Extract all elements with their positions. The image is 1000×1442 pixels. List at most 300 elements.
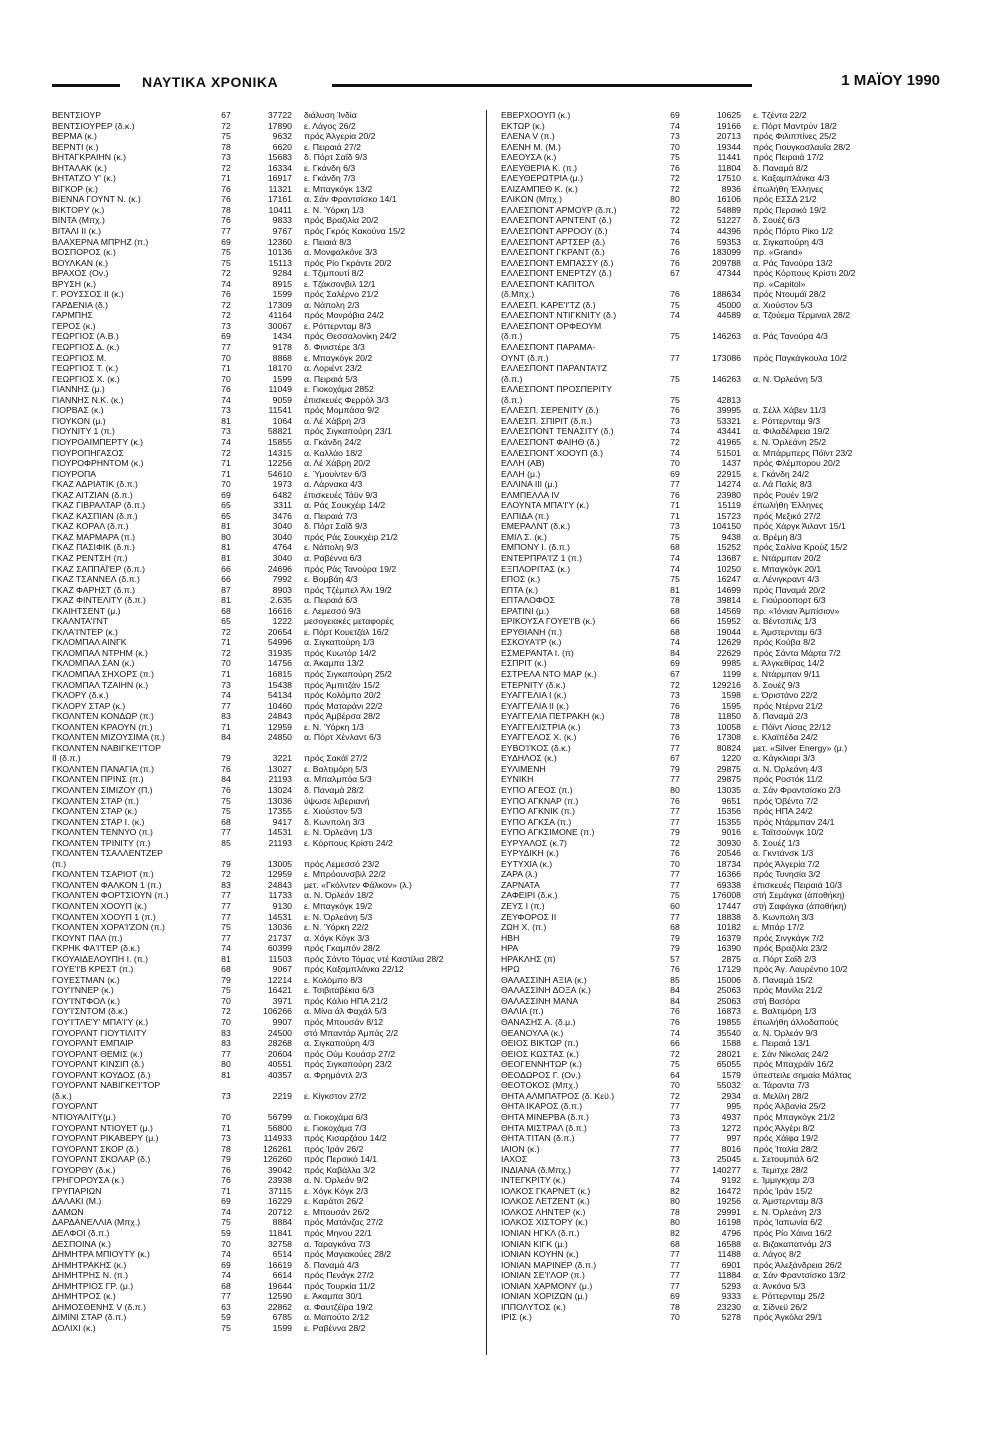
ship-name: ΓΚΑΖ ΤΣΑΝΝΕΛ (δ.π.) <box>52 574 140 585</box>
ship-tonnage: 1437 <box>721 458 741 469</box>
ship-tonnage: 22862 <box>267 1301 292 1312</box>
ship-tonnage: 43441 <box>716 426 741 437</box>
ship-row <box>501 912 941 923</box>
ship-status: ε. Βαλτιμόρη 5/3 <box>304 763 368 774</box>
ship-tonnage: 1220 <box>721 753 741 764</box>
ship-row <box>501 363 941 374</box>
ship-status: α. Λένιγκραντ 4/3 <box>753 574 820 585</box>
ship-row <box>501 627 941 638</box>
ship-status: ε. Ρόττερνταμ 25/2 <box>753 1291 825 1302</box>
ship-built-year: 69 <box>221 331 231 342</box>
ship-status: πρός Ίράν 26/2 <box>304 1143 364 1154</box>
ship-built-year: 65 <box>221 616 231 627</box>
ship-row <box>52 374 472 385</box>
ship-name: ΓΟΥΟΡΛΝΤ ΓΙΟΥΤΙΛΙΤΥ <box>52 1027 147 1038</box>
ship-built-year: 74 <box>670 563 680 574</box>
ship-status: πρός Ματαράνι 22/2 <box>304 700 383 711</box>
ship-tonnage: 29875 <box>716 763 741 774</box>
ship-row <box>501 574 941 585</box>
ship-built-year: 65 <box>221 510 231 521</box>
ship-status: πρός Κισαρζάου 14/2 <box>304 1133 387 1144</box>
ship-name: ΒΕΝΤΣΙΟΥΡΕΡ (δ.κ.) <box>52 120 135 131</box>
ship-status: δ. Πόρτ Σαΐδ 9/3 <box>304 152 368 163</box>
ship-row <box>501 1302 941 1313</box>
ship-built-year: 77 <box>670 1164 680 1175</box>
ship-tonnage: 188634 <box>712 289 741 300</box>
ship-row <box>52 405 472 416</box>
ship-name: ΔΕΛΦΟΙ (δ.π.) <box>52 1227 110 1238</box>
ship-status: έπωλήθη Έλληνες <box>753 500 824 511</box>
ship-row <box>52 817 472 828</box>
ship-row <box>501 268 941 279</box>
ship-tonnage: 17447 <box>716 901 741 912</box>
ship-status: α. Λέ Χάβρη 20/2 <box>304 458 371 469</box>
ship-built-year: 71 <box>670 500 680 511</box>
ship-built-year: 67 <box>670 268 680 279</box>
ship-name: ΕΛΛΗ (μ.) <box>501 468 541 479</box>
ship-row <box>52 722 472 733</box>
ship-row <box>501 722 941 733</box>
ship-status: πρός Κολόμπο 20/2 <box>304 690 381 701</box>
ship-tonnage: 209788 <box>712 257 741 268</box>
ship-name: ΘΕΙΟΣ ΒΙΚΤΩΡ (π.) <box>501 1038 579 1049</box>
ship-row <box>52 479 472 490</box>
ship-name: ΕΛΛΕΣΠΟΝΤ ΤΕΝΑΣΙΤΥ (δ.) <box>501 426 614 437</box>
ship-status: α. Ν. Όρλεάνη 5/3 <box>753 373 823 384</box>
ship-name: ΒΗΤΑΓΚΡΑΙΗΝ (κ.) <box>52 152 126 163</box>
ship-name: ΗΒΗ <box>501 932 520 943</box>
ship-tonnage: 17161 <box>267 194 292 205</box>
ship-tonnage: 10058 <box>716 721 741 732</box>
ship-row <box>501 416 941 427</box>
ship-name: ΙΙ (δ.π.) <box>52 753 81 764</box>
ship-row <box>52 1165 472 1176</box>
ship-built-year: 78 <box>221 204 231 215</box>
ship-tonnage: 106266 <box>263 1006 292 1017</box>
ship-tonnage: 20546 <box>716 848 741 859</box>
ship-name: ΒΙΓΚΟΡ (κ.) <box>52 183 98 194</box>
ship-name: ΓΟΥΟΡΛΝΤ ΝΑΒΙΓΚΕ'Ι'ΤΟΡ <box>52 1080 161 1091</box>
ship-name: ΔΗΜΗΤΡΑ ΜΠΙΟΥΤΥ (κ.) <box>52 1249 150 1260</box>
ship-built-year: 72 <box>670 1090 680 1101</box>
ship-tonnage: 15119 <box>717 500 741 511</box>
ship-row <box>501 743 941 754</box>
ship-row <box>501 194 941 205</box>
ship-built-year: 80 <box>670 1217 680 1228</box>
ship-status: α. Ν. Όρλεάν 18/2 <box>304 890 374 901</box>
ship-tonnage: 30930 <box>716 837 741 848</box>
ship-row <box>501 658 941 669</box>
ship-tonnage: 8936 <box>721 183 741 194</box>
ship-row <box>52 300 472 311</box>
ship-tonnage: 21193 <box>268 774 292 785</box>
ship-row <box>501 511 941 522</box>
ship-tonnage: 2.635 <box>270 595 292 606</box>
ship-status: α. Μελίλη 28/2 <box>753 1090 809 1101</box>
ship-row <box>52 353 472 364</box>
ship-tonnage: 23938 <box>267 1175 292 1186</box>
ship-built-year: 74 <box>670 226 680 237</box>
ship-status: ε. Τσιβιταβέκια 6/3 <box>304 985 375 996</box>
ship-tonnage: 11541 <box>268 405 292 416</box>
ship-tonnage: 16619 <box>267 1259 292 1270</box>
ship-name: ΙΟΝΙΑΝ ΗΓΚΛ (δ.π.) <box>501 1227 580 1238</box>
ship-name: ΓΚΟΛΝΤΕΝ ΧΟΟΥΠ (κ.) <box>52 901 147 912</box>
ship-status: πρός Καβάλλα 3/2 <box>304 1164 376 1175</box>
ship-row <box>52 215 472 226</box>
ship-row <box>501 1312 941 1323</box>
ship-built-year: 83 <box>221 711 231 722</box>
ship-status: δ. Σουέζ 1/3 <box>753 837 800 848</box>
ship-name: ΕΛΛΕΣΠΟΝΤ ΓΚΡΑΝΤ (δ.) <box>501 247 605 258</box>
ship-status: έπισκευές Τάϋν 9/3 <box>304 489 378 500</box>
ship-tonnage: 54610 <box>267 468 292 479</box>
ship-built-year: 74 <box>670 1175 680 1186</box>
ship-name: ΓΑΡΜΠΗΣ <box>52 310 93 321</box>
ship-status: δ. Παναμά 15/2 <box>753 974 813 985</box>
ship-status: πρός Μαγιακούες 28/2 <box>304 1249 392 1260</box>
ship-row <box>501 564 941 575</box>
ship-built-year: 78 <box>670 711 680 722</box>
ship-row <box>52 226 472 237</box>
ship-status: α. Άνκόνα 5/3 <box>753 1280 806 1291</box>
ship-status: πρός Άλγερία 20/2 <box>304 131 376 142</box>
ship-tonnage: 1272 <box>721 1122 741 1133</box>
ship-tonnage: 1434 <box>272 331 292 342</box>
ship-built-year: 77 <box>221 226 231 237</box>
ship-tonnage: 15252 <box>716 542 741 553</box>
ship-built-year: 81 <box>221 552 231 563</box>
ship-status: έπισκευές Πειραιά 10/3 <box>753 879 842 890</box>
ship-row <box>52 279 472 290</box>
ship-built-year: 79 <box>670 763 680 774</box>
ship-tonnage: 183099 <box>712 247 741 258</box>
ship-name: ΕΣΠΡΙΤ (κ.) <box>501 658 547 669</box>
ship-row <box>501 1196 941 1207</box>
ship-status: ε. Γκάνδη 24/2 <box>753 468 810 479</box>
ship-built-year: 75 <box>221 795 231 806</box>
ship-built-year: 76 <box>670 1006 680 1017</box>
ship-status: πρός Σάντο Τόμας ντέ Καστίλια 28/2 <box>304 953 444 964</box>
ship-row <box>501 1249 941 1260</box>
ship-row <box>52 1059 472 1070</box>
ship-row <box>501 985 941 996</box>
ship-row <box>52 848 472 859</box>
ship-status: πρός Μανίλα 21/2 <box>753 985 823 996</box>
ship-row <box>501 395 941 406</box>
ship-status: στή Βασόρα <box>753 995 801 1006</box>
ship-name: ΕΛΕΥΘΕΡΙΑ Κ. (π.) <box>501 162 578 173</box>
ship-status: ε. Μπουσάν 26/2 <box>304 1206 370 1217</box>
ship-row <box>501 1091 941 1102</box>
ship-name: ΘΗΤΑ ΤΙΤΑΝ (δ.π.) <box>501 1133 575 1144</box>
ship-row <box>52 574 472 585</box>
ship-row <box>52 342 472 353</box>
ship-tonnage: 9192 <box>721 1175 741 1186</box>
ship-row <box>52 321 472 332</box>
ship-built-year: 75 <box>670 531 680 542</box>
ship-status: α. Λέ Χάβρη 2/3 <box>304 415 366 426</box>
ship-name: ΓΙΑΝΝΗΣ Ν.Κ. (κ.) <box>52 394 124 405</box>
ship-status: δ. Σουέζ 6/3 <box>753 215 800 226</box>
ship-tonnage: 59353 <box>716 236 741 247</box>
ship-built-year: 70 <box>221 479 231 490</box>
ship-tonnage: 10460 <box>267 700 292 711</box>
ship-built-year: 72 <box>221 647 231 658</box>
ship-tonnage: 2875 <box>721 953 741 964</box>
ship-built-year: 74 <box>221 436 231 447</box>
ship-name: ΓΚΑΖ ΓΙΒΡΑΛΤΑΡ (δ.π.) <box>52 500 146 511</box>
ship-name: ΓΚΛΟΜΠΑΛ ΣΑΝ (κ.) <box>52 658 135 669</box>
ship-built-year: 72 <box>221 626 231 637</box>
ship-status: πρός Άλβανία 25/2 <box>753 1101 826 1112</box>
ship-status: α. Ραβέννα 6/3 <box>304 552 362 563</box>
ship-tonnage: 5293 <box>721 1280 741 1291</box>
ship-built-year: 80 <box>670 1196 680 1207</box>
ship-built-year: 74 <box>221 690 231 701</box>
ship-built-year: 71 <box>221 468 231 479</box>
ship-row <box>52 1006 472 1017</box>
ship-row <box>501 1217 941 1228</box>
ship-tonnage: 10136 <box>267 247 292 258</box>
ship-tonnage: 23980 <box>716 489 741 500</box>
ship-status: ε. Γκάνδη 7/3 <box>304 173 356 184</box>
ship-row <box>501 521 941 532</box>
ship-built-year: 81 <box>221 1069 231 1080</box>
ship-tonnage: 28268 <box>267 1038 292 1049</box>
ship-tonnage: 12629 <box>716 637 741 648</box>
ship-built-year: 84 <box>221 732 231 743</box>
ship-tonnage: 55032 <box>716 1080 741 1091</box>
ship-tonnage: 6620 <box>272 141 292 152</box>
ship-name: ΕΞΠΛΟΡΙΤΑΣ (κ.) <box>501 563 571 574</box>
ship-built-year: 67 <box>670 668 680 679</box>
ship-tonnage: 31935 <box>267 647 292 658</box>
ship-row <box>501 215 941 226</box>
ship-name: ΕΠΤΑΛΟΦΟΣ <box>501 595 555 606</box>
ship-row <box>52 237 472 248</box>
ship-built-year: 73 <box>221 1090 231 1101</box>
ship-row <box>52 753 472 764</box>
ship-built-year: 72 <box>670 837 680 848</box>
ship-status: α. Ν. Όρλεάν 9/2 <box>304 1175 369 1186</box>
ship-name: ΕΥΠΟ ΑΓΕΟΣ (π.) <box>501 785 573 795</box>
ship-built-year: 66 <box>670 616 680 627</box>
ship-built-year: 77 <box>221 890 231 901</box>
ship-tonnage: 7992 <box>272 574 292 585</box>
ship-tonnage: 15356 <box>716 806 741 817</box>
ship-name: ΗΡΩ <box>501 964 520 975</box>
ship-tonnage: 6901 <box>721 1259 741 1270</box>
ship-status: δ. Φινιστέρε 3/3 <box>304 342 365 353</box>
ship-tonnage: 4764 <box>272 542 292 553</box>
ship-name: ΕΡΙΚΟΥΣΑ ΓΟΥΕ'Ι'Β (κ.) <box>501 616 596 627</box>
ship-status: α. Μίνα άλ Φαχάλ 5/3 <box>304 1006 387 1017</box>
ship-tonnage: 58821 <box>267 426 292 437</box>
ship-built-year: 71 <box>221 668 231 679</box>
ship-status: έπωλήθη άλλοδαπούς <box>753 1017 839 1028</box>
ship-status: α. Άμστερνταμ 8/3 <box>753 1196 823 1207</box>
ship-tonnage: 65055 <box>716 1059 741 1070</box>
ship-status: ε. Τεμιτχε 28/2 <box>753 1164 808 1175</box>
ship-built-year: 81 <box>670 584 680 595</box>
ship-row <box>501 184 941 195</box>
ship-row <box>52 1123 472 1134</box>
ship-row <box>52 1270 472 1281</box>
ship-built-year: 75 <box>221 922 231 933</box>
ship-status: πρός Πενάγκ 27/2 <box>304 1270 374 1281</box>
ship-status: ε. Ρόττερνταμ 8/3 <box>304 320 372 331</box>
ship-row <box>52 1154 472 1165</box>
ship-status: πρός Φιλιππίνες 25/2 <box>753 131 837 142</box>
ship-status: α. Ταραγκόνα 7/3 <box>304 1238 371 1249</box>
ship-built-year: 74 <box>670 120 680 131</box>
ship-row <box>52 532 472 543</box>
ship-name: ΕΛΛΕΣΠΟΝΤ ΠΑΡΑΝΤΑ'Ι'Ζ <box>501 363 608 374</box>
ship-built-year: 76 <box>221 289 231 300</box>
ship-name: ΓΟΥΕ'Ι'Β ΚΡΕΣΤ (π.) <box>52 964 134 975</box>
ship-row <box>501 490 941 501</box>
ship-name: ΗΡΑ <box>501 943 519 954</box>
ship-built-year: 80 <box>670 785 680 795</box>
ship-built-year: 70 <box>221 1017 231 1028</box>
ship-name: ΓΚΟΛΝΤΕΝ ΚΡΑΟΥΝ (π.) <box>52 721 153 732</box>
ship-row <box>501 1101 941 1112</box>
ship-status: διάλυση Ίνδία <box>304 110 357 120</box>
ship-row <box>501 764 941 775</box>
ship-row <box>52 585 472 596</box>
ship-tonnage: 14569 <box>716 605 741 616</box>
ship-row <box>501 458 941 469</box>
ship-row <box>52 711 472 722</box>
ship-list-right-column <box>501 110 941 1323</box>
ship-built-year: 68 <box>670 626 680 637</box>
ship-tonnage: 15683 <box>267 152 292 163</box>
ship-built-year: 74 <box>670 426 680 437</box>
ship-row <box>501 1291 941 1302</box>
ship-status: α. Φαυτζέϊρα 19/2 <box>304 1301 373 1312</box>
ship-name: ΔΗΜΗΤΡΟΣ (κ.) <box>52 1291 116 1302</box>
ship-tonnage: 80824 <box>716 742 741 753</box>
ship-built-year: 75 <box>670 890 680 901</box>
ship-name: ΝΤΙΟΥΑΛΙΤΥ(μ.) <box>52 1111 116 1122</box>
ship-row <box>52 121 472 132</box>
ship-row <box>501 1281 941 1292</box>
ship-name: ΒΗΤΑΛΑΚ (κ.) <box>52 162 107 173</box>
ship-row <box>52 384 472 395</box>
ship-status: ε. Μπρόουνσβιλ 22/2 <box>304 869 386 880</box>
ship-name: ΕΛΛΕΣΠΟΝΤ ΝΤΙΓΚΝΙΤΥ (δ.) <box>501 310 617 321</box>
ship-built-year: 73 <box>670 131 680 142</box>
ship-status: πρός Άλγερία 7/2 <box>753 858 820 869</box>
ship-name: ΓΚΟΛΝΤΕΝ ΤΣΑΛΛΕΝΤΖΕΡ <box>52 848 163 859</box>
ship-built-year: 72 <box>670 173 680 184</box>
ship-row <box>501 448 941 459</box>
ship-name: ΙΟΛΚΟΣ ΓΚΑΡΝΕΤ (κ.) <box>501 1185 591 1196</box>
ship-built-year: 74 <box>221 943 231 954</box>
ship-status: δ. Πόρτ Σαΐδ 9/3 <box>304 521 368 532</box>
ship-name: ΒΙΤΑΛΙ ΙΙ (κ.) <box>52 226 102 237</box>
ship-built-year: 77 <box>670 806 680 817</box>
ship-name: ΒΡΑΧΟΣ (Ον.) <box>52 268 109 279</box>
ship-tonnage: 41164 <box>268 310 292 321</box>
ship-built-year: 78 <box>670 1206 680 1217</box>
ship-tonnage: 54134 <box>267 690 292 701</box>
ship-status: πρός Τζέμπελ Άλι 19/2 <box>304 584 392 595</box>
ship-tonnage: 18170 <box>267 363 292 374</box>
ship-row <box>52 1281 472 1292</box>
ship-name: ΔΙΜΙΝΙ ΣΤΑΡ (δ.π.) <box>52 1312 127 1323</box>
ship-name: ΘΑΝΑΣΗΣ Α. (δ.μ.) <box>501 1017 576 1028</box>
ship-name: ΒΙΚΤΟΡΥ (κ.) <box>52 204 105 215</box>
ship-row <box>52 142 472 153</box>
ship-row <box>52 975 472 986</box>
ship-tonnage: 16815 <box>267 668 292 679</box>
ship-name: ΕΜΕΡΑΛΝΤ (δ.κ.) <box>501 521 571 532</box>
ship-status: πρός Άμπιτζάν 15/2 <box>304 679 380 690</box>
ship-tonnage: 13024 <box>267 785 292 795</box>
ship-name: ΓΚΑΖ ΚΟΡΑΛ (δ.π.) <box>52 521 129 532</box>
ship-built-year: 75 <box>221 806 231 817</box>
ship-tonnage: 21737 <box>267 932 292 943</box>
ship-status: α. Φιλαδέλφεια 19/2 <box>753 426 830 437</box>
ship-row <box>52 268 472 279</box>
ship-name: ΕΛΛΕΣΠΟΝΤ ΕΝΕΡΤΖΥ (δ.) <box>501 268 612 279</box>
ship-name: ΓΟΥΟΡΛΝΤ ΕΜΠΑΙΡ <box>52 1038 134 1049</box>
ship-name: (π.) <box>52 858 67 869</box>
ship-row <box>501 553 941 564</box>
ship-tonnage: 3476 <box>272 510 292 521</box>
ship-name: ΓΙΟΡΒΑΣ (κ.) <box>52 405 104 416</box>
ship-status: ε. Μπαγκόγκ 20/2 <box>304 352 373 363</box>
ship-name: ΔΗΜΟΣΘΕΝΗΣ V (δ.π.) <box>52 1301 146 1312</box>
ship-tonnage: 1599 <box>272 289 292 300</box>
ship-built-year: 76 <box>670 405 680 416</box>
ship-name: ΕΛΟΥΝΤΑ ΜΠΑ'Ι'Υ (κ.) <box>501 500 589 511</box>
ship-status: πρός Μπαγκόγκ 21/2 <box>753 1111 835 1122</box>
ship-row <box>52 912 472 923</box>
ship-tonnage: 8868 <box>272 352 292 363</box>
ship-row <box>501 680 941 691</box>
ship-row <box>52 743 472 754</box>
ship-row <box>501 300 941 311</box>
ship-name: ΓΟΥΟΡΛΝΤ ΘΕΜΙΣ (κ.) <box>52 1048 143 1059</box>
ship-name: ΕΛΛΕΣΠΟΝΤ ΑΡΡΟΟΥ (δ.) <box>501 226 608 237</box>
ship-name: ΙΠΠΟΛΥΤΟΣ (κ.) <box>501 1301 566 1312</box>
ship-status: α. Κάγκλιαρι 3/3 <box>753 753 815 764</box>
ship-status: ε. Καξαμπλάνκα 4/3 <box>753 173 830 184</box>
ship-tonnage: 16421 <box>267 985 292 996</box>
ship-tonnage: 12256 <box>267 458 292 469</box>
ship-status: ύψωσε λιβεριανή <box>304 795 370 806</box>
ship-built-year: 69 <box>221 236 231 247</box>
ship-built-year: 78 <box>221 141 231 152</box>
ship-status: ε. Πόρτ Κουετζάλ 16/2 <box>304 626 389 637</box>
ship-status: ε. Ν. Ύόρκη 1/3 <box>304 204 364 215</box>
ship-built-year: 71 <box>221 721 231 732</box>
ship-built-year: 68 <box>221 1280 231 1291</box>
ship-tonnage: 9767 <box>272 226 292 237</box>
ship-name: ΘΗΤΑ ΙΚΑΡΟΣ (δ.π.) <box>501 1101 583 1112</box>
ship-built-year: 76 <box>221 763 231 774</box>
ship-status: α. Γκάνδη 24/2 <box>304 436 362 447</box>
ship-row <box>501 205 941 216</box>
ship-name: ΕΛΛΗ (ΑΒ) <box>501 458 545 469</box>
ship-name: ΓΚΑΖ ΜΑΡΜΑΡΑ (π.) <box>52 531 136 542</box>
ship-tonnage: 146263 <box>712 331 741 342</box>
issue-date: 1 ΜΑΪΟΥ 1990 <box>841 72 940 89</box>
ship-row <box>52 985 472 996</box>
